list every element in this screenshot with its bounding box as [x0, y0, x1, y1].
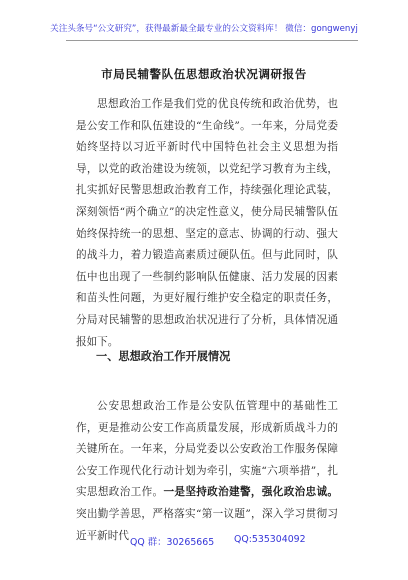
section-paragraph: [76, 396, 338, 547]
header-promo-note: 关注头条号“公文研究”，获得最新最全最专业的公文资料库！ 微信：gongwenyj: [50, 24, 358, 34]
intro-paragraph: 思想政治工作是我们党的优良传统和政治优势，也是公安工作和队伍建设的“生命线”。一年来，分局党委始终坚持以习近平新时代中国特色社会主义思想为指导，以党的政治建设为统领，以党纪学习教育为主线，扎实抓好民警思想政治教育工作，持续强化理论武装，深刻领悟“两个确立”的决定性意义，使分局民辅警队伍始终保持统一的思想、坚定的意志、协调的行动、强大的战斗力，着力锻造高素质过硬队伍。但与此同时，队伍中也出现了一些制约影响队伍健康、活力发展的因素和苗头性问题，为更好履行维护安全稳定的职责任务，分局对民辅警的思想政治状况进行了分析，具体情况通报如下。: [76, 98, 338, 348]
section-heading: 一、思想政治工作开展情况: [96, 350, 231, 363]
footer-qq-group: QQ 群：30265665: [130, 537, 215, 548]
section-paragraph-tail: 突出勤学善思，严格落实“第一议题”，深入学习贯彻习近平新时代: [76, 507, 338, 542]
document-title: 市局民辅警队伍思想政治状况调研报告: [101, 67, 307, 81]
section-paragraph-text: 公安思想政治工作是公安队伍管理中的基础性工作，更是推动公安工作高质量发展，形成新质战斗力的关键所在。一年来，分局党委以公安政治工作服务保障公安工作现代化行动计划为牵引，实施“六项举措”，扎实思想政治工作。: [76, 400, 338, 499]
section-paragraph-lead: 一是坚持政治建警，强化政治忠诚。: [163, 486, 339, 499]
header-divider: [66, 40, 358, 41]
footer-qq-contact: QQ:535304092: [234, 534, 306, 545]
